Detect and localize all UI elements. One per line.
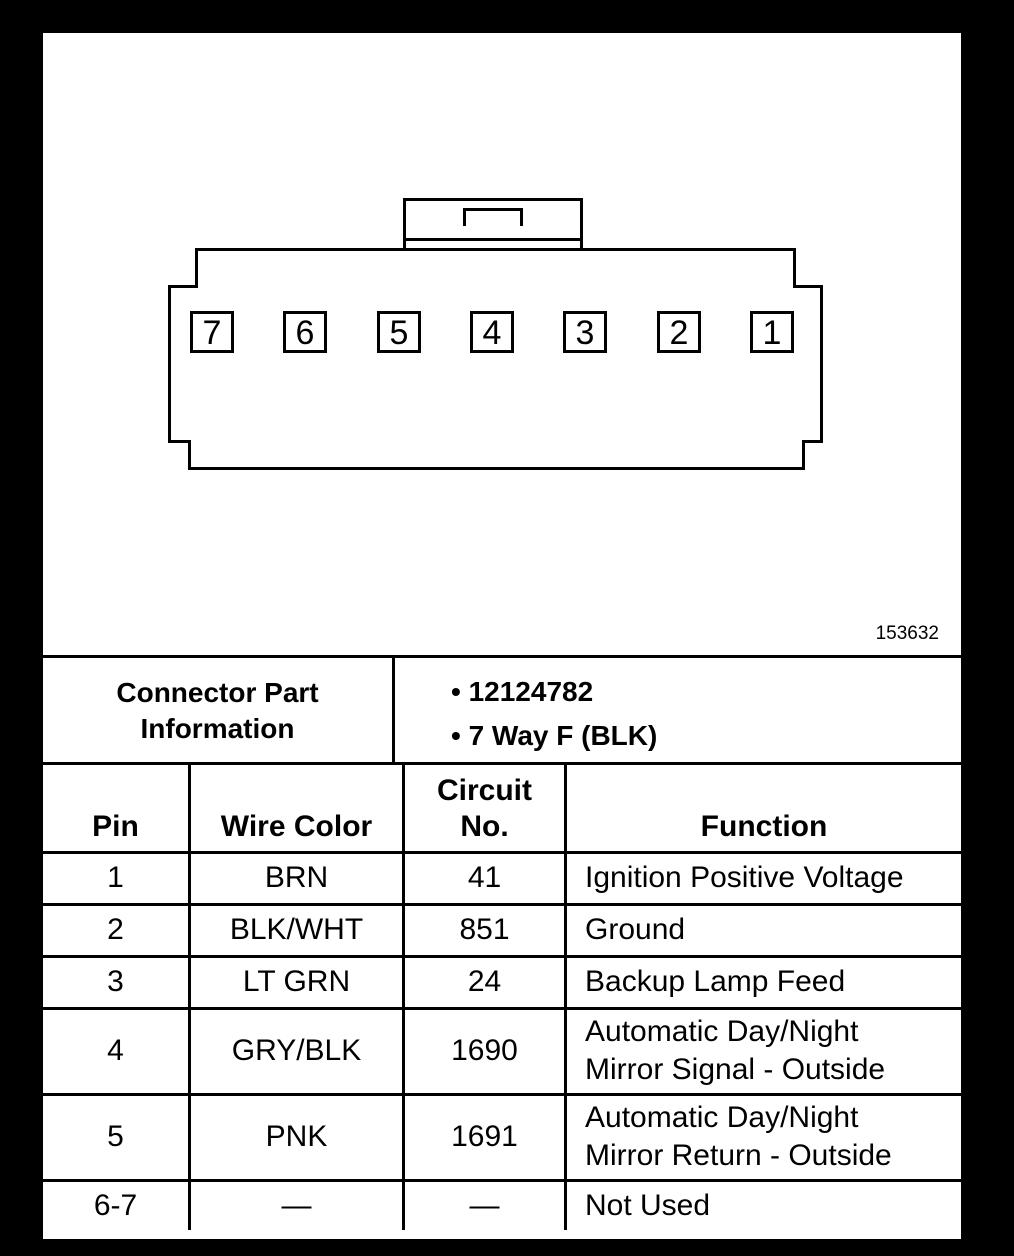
- wire-color-cell: —: [190, 1180, 404, 1230]
- latch-divider: [403, 238, 583, 241]
- table-row: [43, 904, 961, 956]
- function-cell: Backup Lamp Feed: [566, 956, 962, 1008]
- pin-cell: 6-7: [43, 1180, 190, 1230]
- connector-info-label: [43, 658, 395, 762]
- pin-cavity-6: 6: [283, 311, 327, 353]
- circuit-cell: —: [404, 1180, 566, 1230]
- function-cell: [566, 1008, 962, 1094]
- circuit-cell: 1691: [404, 1094, 566, 1180]
- connector-diagram: [43, 33, 961, 655]
- table-row: [43, 1094, 961, 1180]
- latch-tab: [463, 208, 523, 226]
- header-circuit-line2: No.: [460, 809, 509, 843]
- function-cell: [566, 1094, 962, 1180]
- wire-color-cell: GRY/BLK: [190, 1008, 404, 1094]
- connector-panel: [40, 30, 964, 1242]
- function-line2: Mirror Signal - Outside: [585, 1053, 886, 1086]
- pin-cavity-7: 7: [190, 311, 234, 353]
- circuit-cell: 851: [404, 904, 566, 956]
- header-function: Function: [566, 765, 962, 852]
- table-header-row: [43, 765, 961, 852]
- pin-cavity-5: 5: [377, 311, 421, 353]
- pin-cell: 3: [43, 956, 190, 1008]
- table-row: [43, 1180, 961, 1230]
- header-circuit-line1: Circuit: [436, 773, 532, 807]
- circuit-cell: 24: [404, 956, 566, 1008]
- wire-color-cell: BLK/WHT: [190, 904, 404, 956]
- connector-rail: [188, 440, 805, 470]
- info-label-line1: Connector Part: [116, 677, 319, 708]
- header-circuit: [404, 765, 566, 852]
- pin-cell: 4: [43, 1008, 190, 1094]
- pin-cavity-1: 1: [750, 311, 794, 353]
- function-line1: Automatic Day/Night: [585, 1015, 859, 1048]
- header-wire-color: Wire Color: [190, 765, 404, 852]
- connector-type: • 7 Way F (BLK): [451, 720, 658, 751]
- connector-left-notch: [168, 248, 198, 288]
- table-row: [43, 956, 961, 1008]
- wire-color-cell: BRN: [190, 852, 404, 904]
- table-row: [43, 1008, 961, 1094]
- info-label-line2: Information: [140, 713, 295, 744]
- connector-info-row: [43, 655, 961, 765]
- connector-right-notch: [793, 248, 823, 288]
- part-number: • 12124782: [451, 676, 594, 707]
- function-line2: Mirror Return - Outside: [585, 1139, 892, 1172]
- function-line1: Automatic Day/Night: [585, 1101, 859, 1134]
- function-cell: Not Used: [566, 1180, 962, 1230]
- pin-cavity-3: 3: [563, 311, 607, 353]
- pin-table: [43, 765, 961, 1230]
- header-pin: Pin: [43, 765, 190, 852]
- circuit-cell: 41: [404, 852, 566, 904]
- pin-cell: 2: [43, 904, 190, 956]
- wire-color-cell: LT GRN: [190, 956, 404, 1008]
- wire-color-cell: PNK: [190, 1094, 404, 1180]
- figure-id: 153632: [875, 623, 939, 644]
- function-cell: Ground: [566, 904, 962, 956]
- table-row: [43, 852, 961, 904]
- pin-cell: 5: [43, 1094, 190, 1180]
- connector-info-values: [395, 658, 955, 762]
- circuit-cell: 1690: [404, 1008, 566, 1094]
- pin-cavity-4: 4: [470, 311, 514, 353]
- pin-cell: 1: [43, 852, 190, 904]
- function-cell: Ignition Positive Voltage: [566, 852, 962, 904]
- pin-cavity-2: 2: [657, 311, 701, 353]
